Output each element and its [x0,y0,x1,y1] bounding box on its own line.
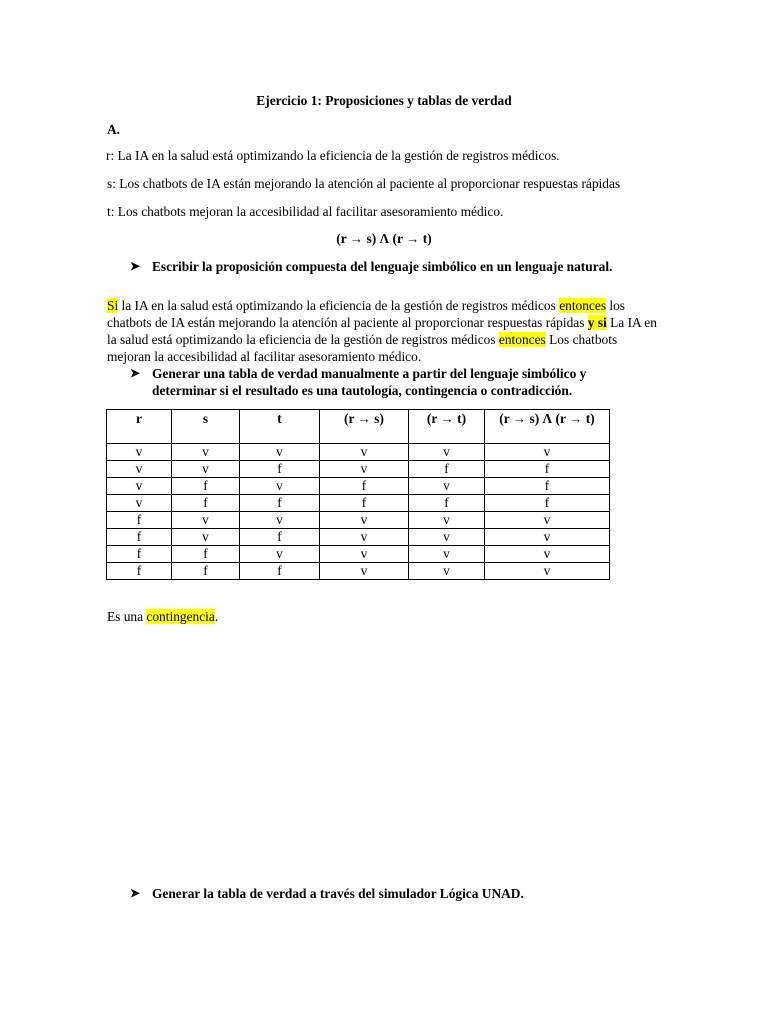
table-cell: v [107,495,172,512]
highlight-entonces: entonces [559,298,607,314]
table-cell: f [172,478,240,495]
table-cell: f [107,512,172,529]
conclusion [107,608,218,625]
table-cell: v [172,529,240,546]
table-row [107,546,610,563]
table-row [107,495,610,512]
table-cell: v [409,529,485,546]
bullet-text-line: Generar una tabla de verdad manualmente a partir del lenguaje simbólico y [152,366,587,381]
column-header: (r → t) [409,410,485,444]
symbolic-formula: (r → s) Λ (r → t) [336,231,432,246]
table-cell: f [409,495,485,512]
proposition-t: t: Los chatbots mejoran la accesibilidad al facilitar asesoramiento médico. [107,204,504,219]
proposition-r: r: La IA en la salud está optimizando la eficiencia de la gestión de registros médicos. [106,148,560,163]
bullet-text: Generar la tabla de verdad a través del simulador Lógica UNAD. [152,886,524,901]
bullet-truth-table [130,365,586,399]
table-cell: f [240,529,320,546]
table-cell: f [172,546,240,563]
table-cell: f [485,495,610,512]
table-row [107,478,610,495]
table-cell: f [485,461,610,478]
bullet-text-line: determinar si el resultado es una tautología, contingencia o contradicción. [152,383,573,398]
arrow-bullet-icon: ➤ [130,886,141,900]
table-cell: f [107,563,172,580]
bullet-text: Escribir la proposición compuesta del lenguaje simbólico en un lenguaje natural. [152,259,613,274]
highlight-y-si: y si [587,315,607,331]
table-cell: v [409,546,485,563]
table-cell: v [172,461,240,478]
table-cell: f [240,461,320,478]
table-cell: f [240,495,320,512]
table-row [107,512,610,529]
table-cell: v [320,563,409,580]
table-row [107,461,610,478]
section-label: A. [107,122,121,137]
table-cell: v [485,529,610,546]
highlight-entonces: entonces [498,332,546,348]
table-cell: v [409,563,485,580]
table-cell: v [172,512,240,529]
table-cell: v [409,478,485,495]
paragraph-text: Los chatbots mejoran la accesibilidad al facilitar asesoramiento médico. [107,332,618,365]
table-cell: v [240,478,320,495]
table-cell: v [320,444,409,461]
column-header: (r → s) [320,410,409,444]
conclusion-prefix: Es una [107,609,147,624]
table-cell: v [320,529,409,546]
table-cell: v [409,444,485,461]
table-cell: f [172,495,240,512]
highlight-contingencia: contingencia [146,609,215,624]
table-row [107,529,610,546]
column-header: t [240,410,320,444]
bullet-simulator [130,885,524,902]
bullet-natural-language [130,258,612,275]
table-cell: f [240,563,320,580]
table-cell: v [320,512,409,529]
table-cell: f [320,495,409,512]
arrow-bullet-icon: ➤ [130,259,141,273]
truth-table [106,409,610,580]
natural-language-paragraph [107,297,663,365]
paragraph-text: La IA en la salud está optimizando la eficiencia de la gestión de registros médicos [107,315,657,348]
table-cell: v [485,563,610,580]
table-cell: v [107,461,172,478]
table-cell: f [485,478,610,495]
arrow-bullet-icon: ➤ [130,366,141,380]
table-cell: f [107,529,172,546]
paragraph-text: la IA en la salud está optimizando la eficiencia de la gestión de registros médicos [118,298,560,314]
table-cell: f [320,478,409,495]
table-cell: f [172,563,240,580]
table-cell: v [240,512,320,529]
table-header-row [107,410,610,444]
table-cell: v [485,444,610,461]
highlight-si: Si [107,298,119,314]
proposition-s: s: Los chatbots de IA están mejorando la atención al paciente al proporcionar respuestas rápidas [107,176,621,191]
bullet-text-block [152,365,586,399]
conclusion-suffix: . [214,609,219,624]
table-cell: v [485,512,610,529]
table-cell: v [409,512,485,529]
table-cell: f [409,461,485,478]
table-row [107,563,610,580]
table-cell: v [107,444,172,461]
column-header: s [172,410,240,444]
column-header: r [107,410,172,444]
table-cell: v [485,546,610,563]
table-cell: v [172,444,240,461]
table-cell: v [320,461,409,478]
table-cell: v [240,444,320,461]
table-cell: v [240,546,320,563]
table-row [107,444,610,461]
column-header: (r → s) Λ (r → t) [485,410,610,444]
table-cell: f [107,546,172,563]
table-cell: v [107,478,172,495]
document-title: Ejercicio 1: Proposiciones y tablas de verdad [256,93,512,108]
paragraph-text: los chatbots de IA están mejorando la atención al paciente al proporcionar respuestas rápidas [107,298,626,331]
table-cell: v [320,546,409,563]
